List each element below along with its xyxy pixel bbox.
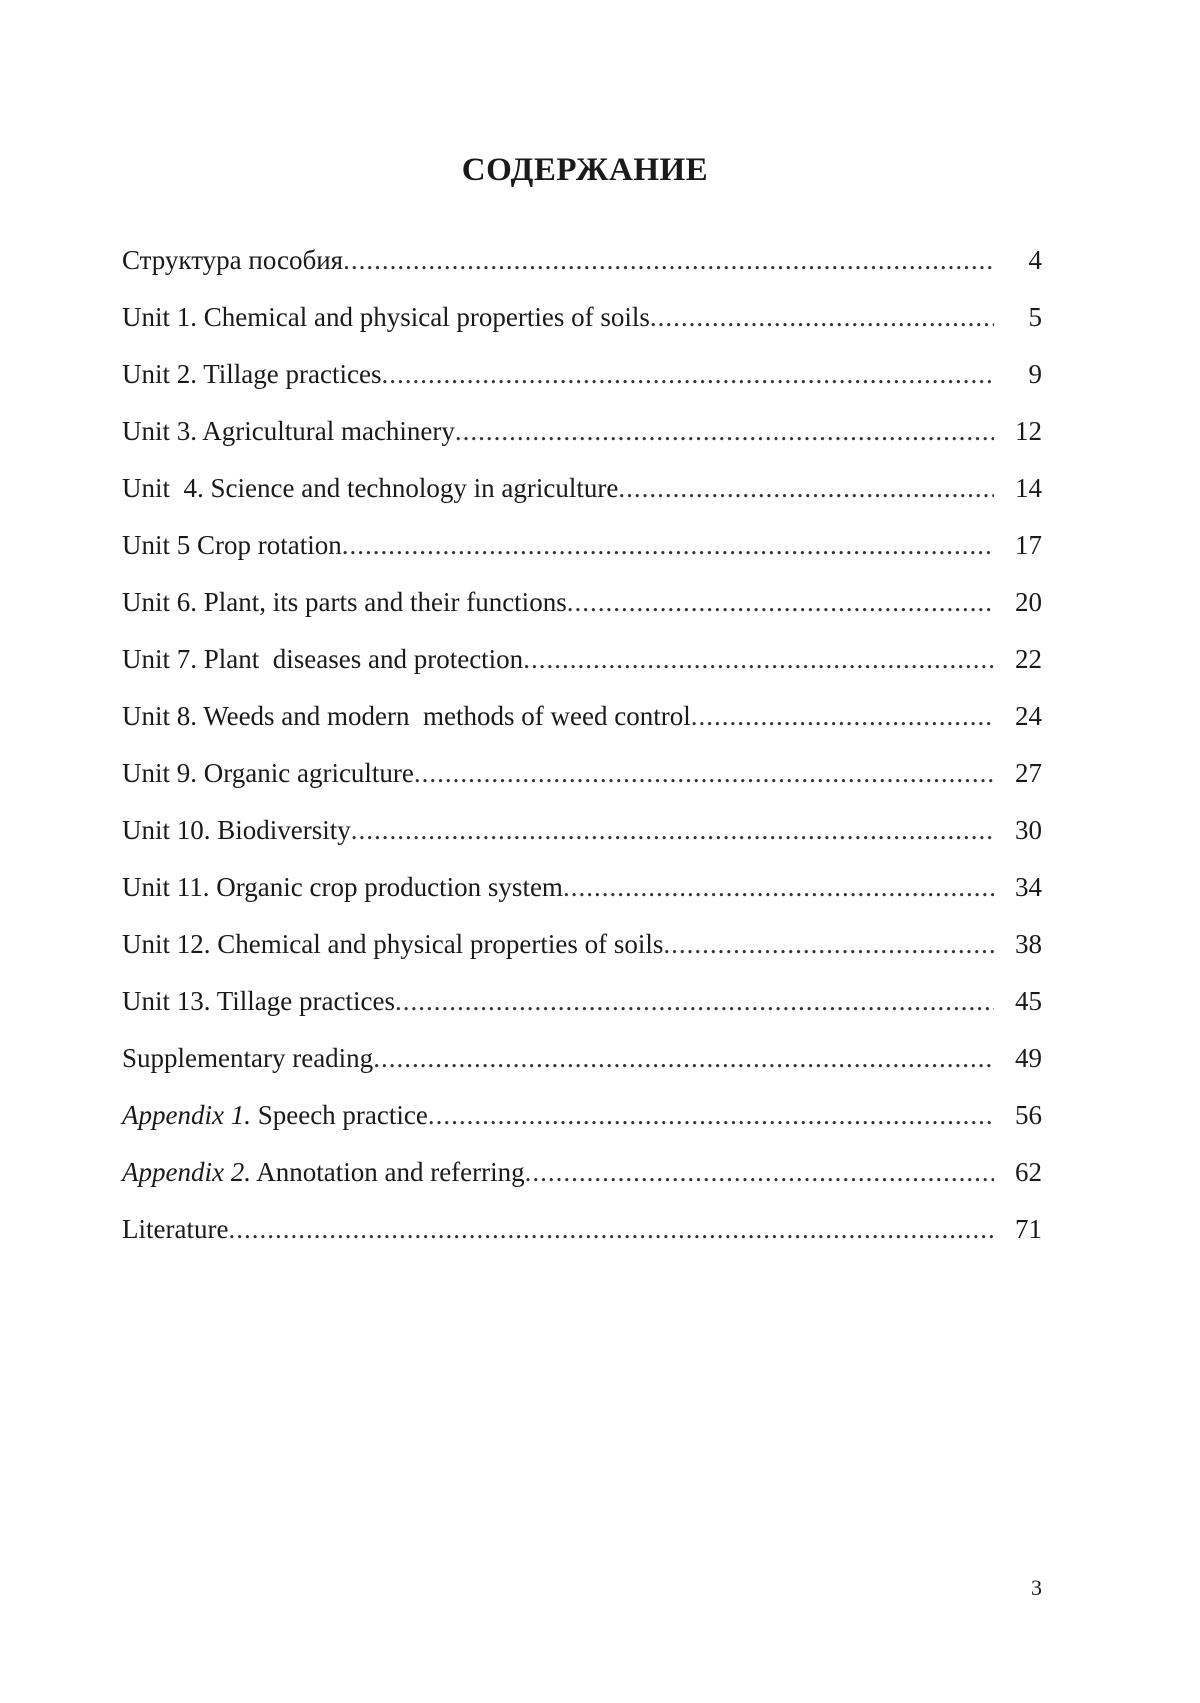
toc-entry-page: 30 xyxy=(1015,815,1042,845)
toc-entry-title: Структура пособия xyxy=(122,245,344,275)
dot-leader xyxy=(455,416,994,446)
dot-leader xyxy=(563,872,994,902)
dot-leader xyxy=(650,302,994,332)
toc-entry-title: Unit 5 Crop rotation xyxy=(122,530,342,560)
toc-entry[interactable] xyxy=(122,644,1042,701)
toc-entry[interactable] xyxy=(122,929,1042,986)
toc-entry-page: 4 xyxy=(1028,245,1042,275)
dot-leader xyxy=(618,473,994,503)
toc-entry-title: Unit 9. Organic agriculture xyxy=(122,758,414,788)
toc-entry[interactable] xyxy=(122,245,1042,302)
toc-entry[interactable] xyxy=(122,1100,1042,1157)
toc-entry-page: 56 xyxy=(1015,1100,1042,1130)
toc-entry-title: Unit 12. Chemical and physical properties of soils xyxy=(122,929,664,959)
toc-entry-title: Unit 11. Organic crop production system xyxy=(122,872,563,902)
toc-entry[interactable] xyxy=(122,758,1042,815)
toc-entry-page: 45 xyxy=(1015,986,1042,1016)
toc-entry-prefix: Appendix 2. xyxy=(122,1157,251,1187)
toc-entry-page: 38 xyxy=(1015,929,1042,959)
toc-entry[interactable] xyxy=(122,302,1042,359)
toc-entry-page: 27 xyxy=(1015,758,1042,788)
toc-entry[interactable] xyxy=(122,815,1042,872)
toc-entry-page: 49 xyxy=(1015,1043,1042,1073)
toc-entry-page: 71 xyxy=(1015,1214,1042,1244)
page-title: СОДЕРЖАНИЕ xyxy=(461,152,709,188)
dot-leader xyxy=(343,245,994,275)
toc-entry-page: 62 xyxy=(1015,1157,1042,1187)
toc-entry[interactable] xyxy=(122,473,1042,530)
toc-entry-title: Annotation and referring xyxy=(250,1157,525,1187)
toc-entry-page: 24 xyxy=(1015,701,1042,731)
dot-leader xyxy=(663,929,994,959)
toc-entry[interactable] xyxy=(122,1043,1042,1100)
toc-entry-page: 20 xyxy=(1015,587,1042,617)
toc-entry[interactable] xyxy=(122,359,1042,416)
toc-entry-page: 9 xyxy=(1028,359,1042,389)
dot-leader xyxy=(342,530,994,560)
dot-leader xyxy=(523,644,994,674)
toc-entry-page: 22 xyxy=(1015,644,1042,674)
page-number: 3 xyxy=(1031,1575,1042,1600)
dot-leader xyxy=(228,1214,994,1244)
toc-entry-title: Unit 1. Chemical and physical properties of soils xyxy=(122,302,650,332)
dot-leader xyxy=(414,758,994,788)
toc-entry[interactable] xyxy=(122,530,1042,587)
toc-entry-prefix: Appendix 1. xyxy=(122,1100,251,1130)
toc-entry-title: Unit 8. Weeds and modern methods of weed control xyxy=(122,701,691,731)
toc-entry[interactable] xyxy=(122,872,1042,929)
dot-leader xyxy=(691,701,994,731)
toc-entry-page: 12 xyxy=(1015,416,1042,446)
dot-leader xyxy=(373,1043,994,1073)
toc-entry-page: 17 xyxy=(1015,530,1042,560)
toc-entry-title: Unit 3. Agricultural machinery xyxy=(122,416,455,446)
toc-entry-title: Supplementary reading xyxy=(122,1043,374,1073)
toc-entry[interactable] xyxy=(122,416,1042,473)
toc-entry-page: 5 xyxy=(1028,302,1042,332)
dot-leader xyxy=(395,986,994,1016)
toc-entry[interactable] xyxy=(122,701,1042,758)
toc-entry-title: Unit 2. Tillage practices xyxy=(122,359,382,389)
toc-entry[interactable] xyxy=(122,587,1042,644)
toc-entry-title: Unit 4. Science and technology in agriculture xyxy=(122,473,619,503)
dot-leader xyxy=(567,587,994,617)
dot-leader xyxy=(525,1157,994,1187)
toc-entry-page: 14 xyxy=(1015,473,1042,503)
dot-leader xyxy=(381,359,994,389)
dot-leader xyxy=(351,815,994,845)
dot-leader xyxy=(428,1100,994,1130)
toc-entry-title: Unit 7. Plant diseases and protection xyxy=(122,644,524,674)
toc-entry[interactable] xyxy=(122,1157,1042,1214)
toc-entry[interactable] xyxy=(122,1214,1042,1271)
toc-entry-title: Speech practice xyxy=(250,1100,428,1130)
table-of-contents xyxy=(122,245,1042,1271)
toc-entry-title: Unit 6. Plant, its parts and their functions xyxy=(122,587,567,617)
toc-entry-title: Literature xyxy=(122,1214,229,1244)
toc-entry-page: 34 xyxy=(1015,872,1042,902)
toc-entry-title: Unit 13. Tillage practices xyxy=(122,986,395,1016)
toc-entry-title: Unit 10. Biodiversity xyxy=(122,815,351,845)
toc-entry[interactable] xyxy=(122,986,1042,1043)
